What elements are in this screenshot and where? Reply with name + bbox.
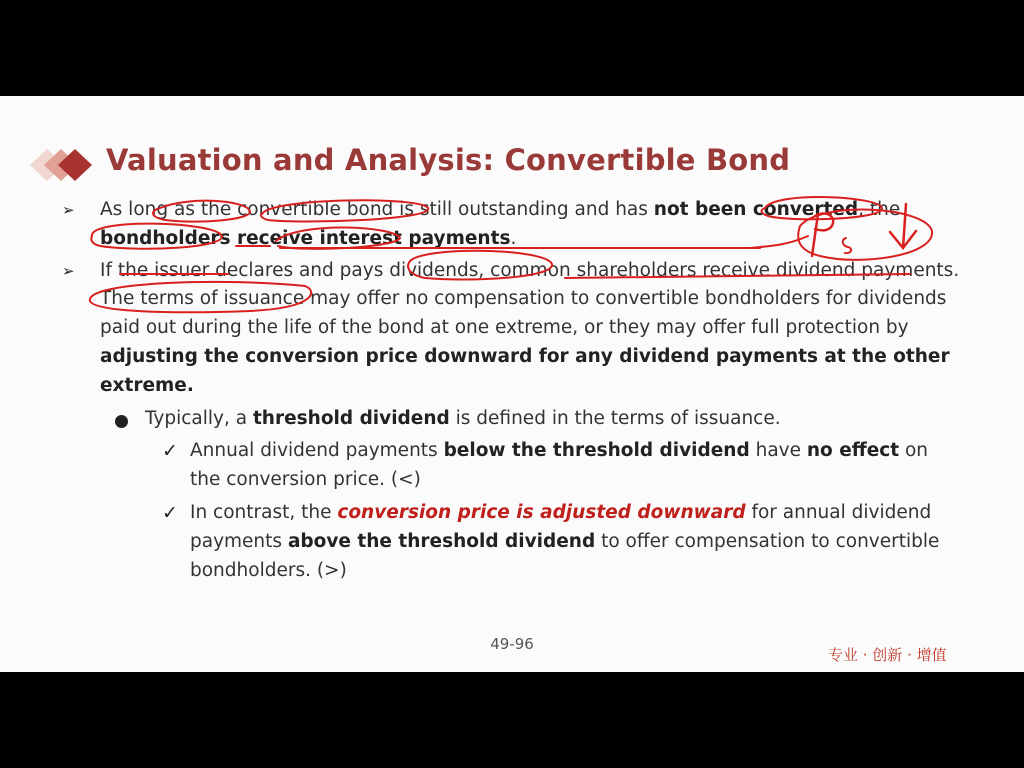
bullet-list xyxy=(60,196,960,585)
check-below-threshold: ✓ Annual dividend payments below the threshold dividend have no effect on the conversion price. (<) xyxy=(60,437,960,495)
slide xyxy=(0,96,1024,672)
brand-slogan: 专业 · 创新 · 增值 xyxy=(828,646,947,664)
dot-bullet-icon xyxy=(115,415,128,428)
diamond-logo-icon xyxy=(30,148,100,182)
checkmark-icon: ✓ xyxy=(162,501,178,524)
bullet-dividends: ➢ If the issuer declares and pays dividends, common shareholders receive dividend payments. The terms of issuance may offer no compensation to convertible bondholders for dividends paid out during the life of the bond at one extreme, or they may offer full protection by adjusting the conversion price downward for any dividend payments at the other extreme. xyxy=(60,257,960,401)
sub-bullet-threshold: Typically, a threshold dividend is defined in the terms of issuance. xyxy=(60,405,960,434)
slide-title: Valuation and Analysis: Convertible Bond xyxy=(106,143,791,177)
bullet-interest-payments: ➢ As long as the convertible bond is still outstanding and has not been converted, the bondholders receive interest payments. xyxy=(60,196,960,254)
check-above-threshold: ✓ In contrast, the conversion price is adjusted downward for annual dividend payments above the threshold dividend to offer compensation to convertible bondholders. (>) xyxy=(60,499,960,585)
page-number: 49-96 xyxy=(490,635,534,653)
arrow-bullet-icon: ➢ xyxy=(62,201,75,219)
checkmark-icon: ✓ xyxy=(162,440,178,463)
arrow-bullet-icon: ➢ xyxy=(62,261,75,280)
